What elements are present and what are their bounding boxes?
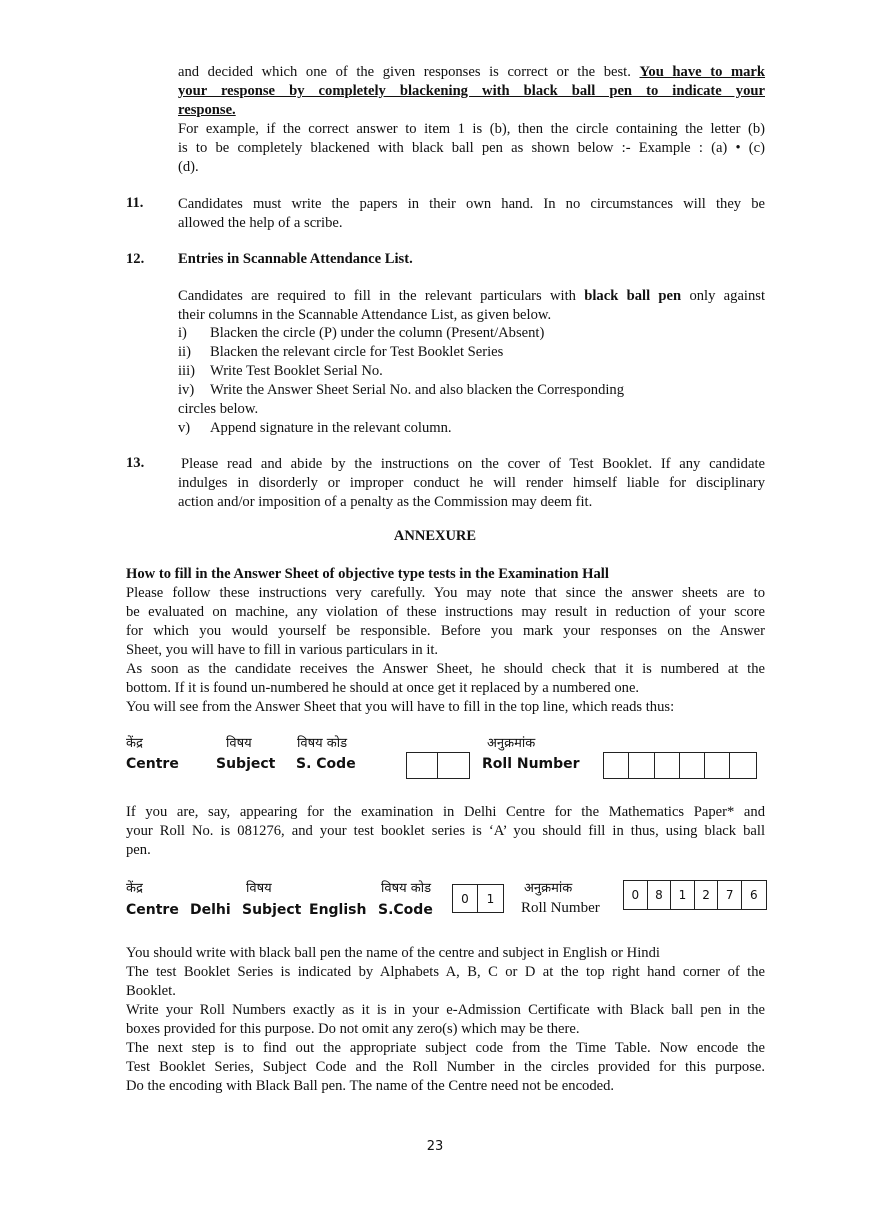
scode-box	[438, 753, 469, 778]
scode-digit: 1	[486, 891, 495, 906]
item-12-heading: Entries in Scannable Attendance List.	[178, 251, 413, 267]
intro-example-line-3: (d).	[178, 159, 199, 175]
item-12-text-a: Candidates are required to fill in the relevant particulars with	[178, 288, 576, 304]
hindi-centre-label: केंद्र	[126, 736, 143, 751]
list-item: ii) Blacken the relevant circle for Test Booklet Series	[178, 344, 504, 360]
intro-paragraph	[178, 63, 765, 177]
item-13-line-3: action and/or imposition of a penalty as the Commission may deem fit.	[178, 494, 593, 510]
example-paragraph: If you are, say, appearing for the examination in Delhi Centre for the Mathematics Paper* and your Roll No. is 081276, and your test booklet series is ‘A’ you should fill in thus, using black ball pen.	[126, 804, 765, 858]
item-13-text	[178, 455, 765, 512]
hindi-roll-label: अनुक्रमांक	[524, 881, 573, 896]
scode-boxes	[406, 752, 470, 779]
hindi-subject-label: विषय	[226, 736, 252, 751]
roll-digit: 1	[671, 881, 695, 909]
item-11-line-1: Candidates must write the papers in their own hand. In no circumstances will they be	[178, 196, 765, 212]
intro-example-line-2: is to be completely blackened with black ball pen as shown below :- Example : (a) • (c)	[178, 140, 765, 156]
item-11-text	[178, 195, 765, 233]
closing-paragraph: You should write with black ball pen the name of the centre and subject in English or Hindi The test Booklet Series is indicated by Alphabets A, B, C or D at the top right hand corner of the Booklet. Write your Roll Numbers exactly as it is in your e-Admission Certificate with Black ball pen in the boxes provided for this purpose. Do not omit any zero(s) which may be there. The next step is to find out the appropriate subject code from the Time Table. Now encode the Test Booklet Series, Subject Code and the Roll Number in the circles provided for this purpose. Do the encoding with Black Ball pen. The name of the Centre need not be encoded.	[126, 945, 765, 1094]
hindi-subject-label: विषय	[246, 881, 272, 896]
item-12-text-b: only against	[689, 288, 766, 304]
roll-number-label: Roll Number	[482, 756, 580, 772]
intro-emphasis-1: You have to mark	[639, 64, 766, 80]
scode-label: S. Code	[296, 756, 356, 772]
page-number: 23	[426, 1139, 444, 1154]
list-item: iii) Write Test Booklet Serial No.	[178, 363, 383, 379]
intro-text-plain: and decided which one of the given responses is correct or the best.	[178, 64, 631, 80]
roll-digit: 8	[648, 881, 672, 909]
annexure-heading: How to fill in the Answer Sheet of objective type tests in the Examination Hall	[126, 566, 609, 582]
centre-label: Centre	[126, 756, 179, 772]
intro-emphasis-3: response.	[178, 102, 236, 118]
intro-emphasis-2: your response by completely blackening with black ball pen to indicate your	[178, 83, 765, 99]
hindi-centre-label: केंद्र	[126, 881, 143, 896]
roll-box	[730, 753, 755, 778]
roll-digit: 2	[695, 881, 719, 909]
roll-digit: 0	[624, 881, 648, 909]
roll-box	[705, 753, 730, 778]
annexure-title: ANNEXURE	[393, 528, 477, 544]
hindi-scode-label: विषय कोड	[381, 881, 432, 896]
list-item: i) Blacken the circle (P) under the column (Present/Absent)	[178, 325, 545, 341]
intro-example-line-1: For example, if the correct answer to item 1 is (b), then the circle containing the letter (b)	[178, 121, 765, 137]
roll-number-boxes	[603, 752, 757, 779]
centre-value: Delhi	[190, 902, 231, 918]
list-item-continuation: circles below.	[178, 401, 259, 417]
annexure-paragraph: Please follow these instructions very carefully. You may note that since the answer sheets are to be evaluated on machine, any violation of these instructions may result in reduction of your score for which you would yourself be responsible. Before you mark your responses on the Answer Sheet, you will have to fill in various particulars in it. As soon as the candidate receives the Answer Sheet, he should check that it is numbered at the bottom. If it is found un-numbered he should at once get it replaced by a numbered one. You will see from the Answer Sheet that you will have to fill in the top line, which reads thus:	[126, 585, 765, 715]
subject-label: Subject	[216, 756, 276, 772]
centre-label: Centre	[126, 902, 179, 918]
item-12-text-bold: black ball pen	[584, 288, 682, 304]
roll-box	[629, 753, 654, 778]
scode-digit: 0	[453, 885, 478, 912]
roll-number-boxes	[623, 880, 767, 910]
hindi-scode-label: विषय कोड	[297, 736, 348, 751]
roll-number-label: Roll Number	[521, 900, 600, 916]
roll-box	[655, 753, 680, 778]
item-12-paragraph	[178, 287, 765, 325]
item-12-list	[178, 324, 624, 438]
roll-box	[604, 753, 629, 778]
scode-boxes	[452, 884, 504, 913]
roll-digit: 7	[718, 881, 742, 909]
subject-value: English	[309, 902, 367, 918]
item-11-line-2: allowed the help of a scribe.	[178, 215, 343, 231]
scode-box	[407, 753, 438, 778]
item-12-number: 12.	[126, 251, 145, 267]
item-13-number: 13.	[126, 455, 145, 471]
scode-label: S.Code	[378, 902, 433, 918]
hindi-roll-label: अनुक्रमांक	[487, 736, 536, 751]
item-13-line-2: indulges in disorderly or improper conduct he will render himself liable for disciplinary	[178, 475, 765, 491]
item-12-text-line-2: their columns in the Scannable Attendance List, as given below.	[178, 307, 552, 323]
roll-digit: 6	[749, 888, 758, 902]
subject-label: Subject	[242, 902, 302, 918]
item-11-number: 11.	[126, 195, 144, 211]
list-item: iv) Write the Answer Sheet Serial No. and also blacken the Corresponding	[178, 382, 625, 398]
list-item: v) Append signature in the relevant column.	[178, 420, 452, 436]
roll-box	[680, 753, 705, 778]
item-13-line-1: Please read and abide by the instructions on the cover of Test Booklet. If any candidate	[181, 456, 765, 472]
